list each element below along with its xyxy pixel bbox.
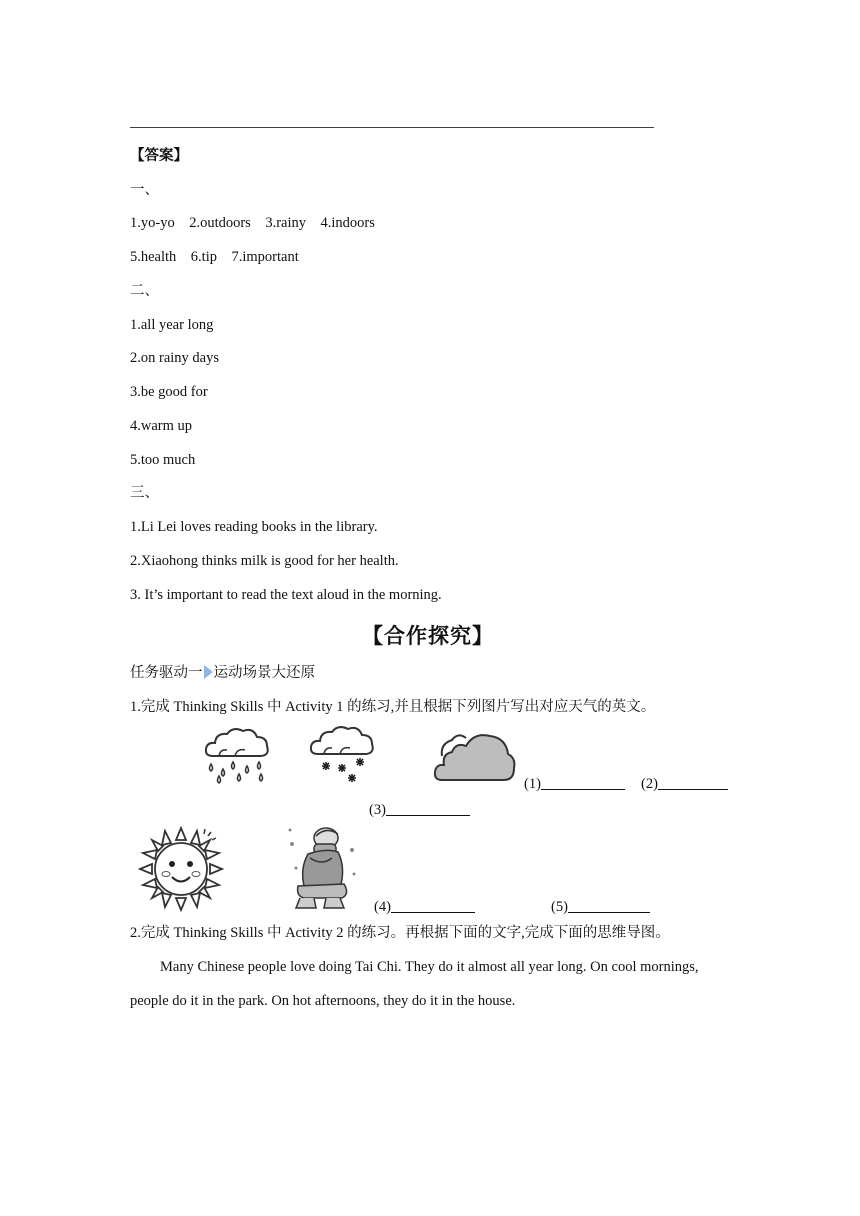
coop-section-title: 【合作探究】 <box>362 624 494 648</box>
answer-title: 【答案】 <box>130 148 188 164</box>
cloud-icon <box>432 728 518 786</box>
separator-line <box>130 127 654 128</box>
section-3-item: 2.Xiaohong thinks milk is good for her health. <box>130 553 399 569</box>
sun-icon <box>138 826 224 912</box>
section-2-item: 4.warm up <box>130 418 193 434</box>
snow-cloud-icon <box>308 722 378 788</box>
section-1-line-2: 5.health 6.tip 7.important <box>130 249 299 265</box>
question-1: 1.完成 Thinking Skills 中 Activity 1 的练习,并且根据下列图片写出对应天气的英文。 <box>130 699 656 715</box>
section-2-heading: 二、 <box>130 283 159 299</box>
blank-3[interactable]: (3) <box>369 801 470 819</box>
task-left-text: 任务驱动一 <box>130 665 203 681</box>
section-2-item: 5.too much <box>130 452 196 468</box>
section-2-item: 2.on rainy days <box>130 350 219 366</box>
section-1-heading: 一、 <box>130 182 159 198</box>
task-line <box>130 664 315 682</box>
section-3-heading: 三、 <box>130 485 159 501</box>
section-2-item: 1.all year long <box>130 317 214 333</box>
section-3-item: 1.Li Lei loves reading books in the library. <box>130 519 378 535</box>
cold-person-icon <box>286 824 360 912</box>
blank-4[interactable]: (4) <box>374 898 475 916</box>
passage-line-1: Many Chinese people love doing Tai Chi. They do it almost all year long. On cool mornings, <box>160 959 699 975</box>
task-right-text: 运动场景大还原 <box>213 665 315 681</box>
section-1-line-1: 1.yo-yo 2.outdoors 3.rainy 4.indoors <box>130 215 375 231</box>
blank-5[interactable]: (5) <box>551 898 650 916</box>
passage-line-2: people do it in the park. On hot afternoons, they do it in the house. <box>130 993 516 1009</box>
arrow-right-icon <box>204 665 213 679</box>
section-2-item: 3.be good for <box>130 384 208 400</box>
blank-1[interactable]: (1) <box>524 775 625 793</box>
blank-2[interactable]: (2) <box>641 775 728 793</box>
rain-cloud-icon <box>203 724 273 790</box>
question-2: 2.完成 Thinking Skills 中 Activity 2 的练习。再根据下面的文字,完成下面的思维导图。 <box>130 925 670 941</box>
section-3-item: 3. It’s important to read the text aloud in the morning. <box>130 587 442 603</box>
